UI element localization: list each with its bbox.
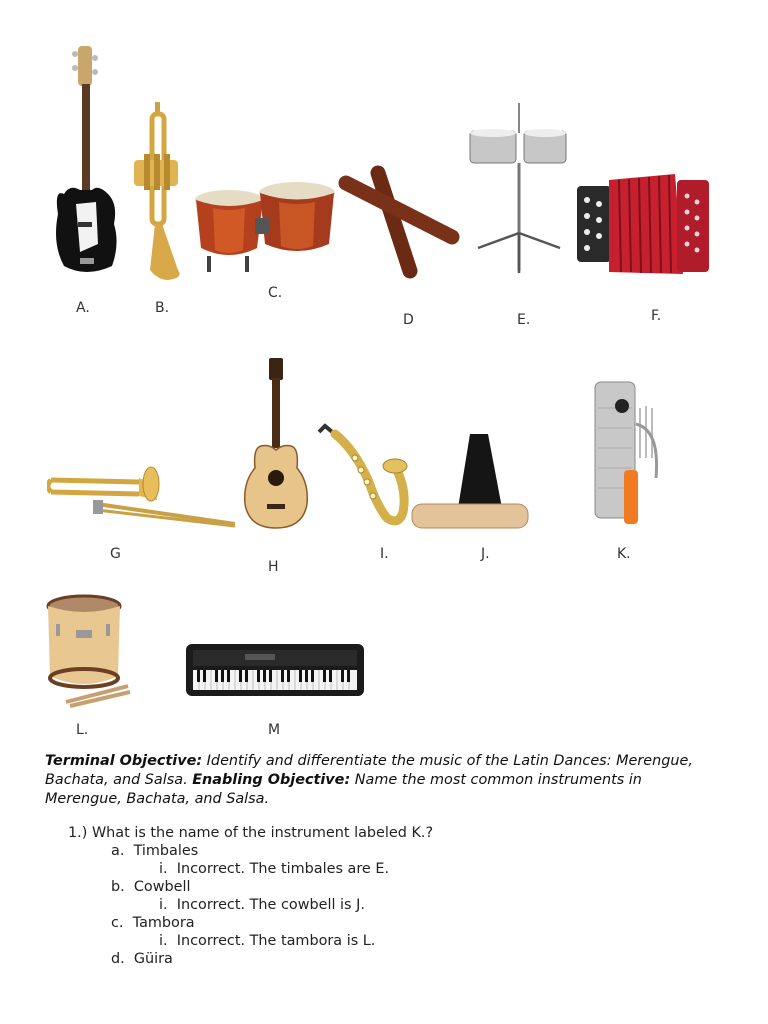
feedback-marker: i. xyxy=(159,897,168,913)
option-text: Güira xyxy=(133,951,173,967)
guira-icon xyxy=(592,378,664,528)
instrument-label-g: G xyxy=(110,546,121,562)
option-letter: c. xyxy=(111,915,124,931)
answer-option-b[interactable] xyxy=(111,879,190,895)
enabling-objective-label: Enabling Objective: xyxy=(192,772,351,788)
instrument-label-f: F. xyxy=(651,308,662,324)
cowbell-icon xyxy=(410,432,530,532)
bongos-icon xyxy=(193,178,338,278)
tambora-icon xyxy=(46,594,132,708)
instrument-label-e: E. xyxy=(517,312,531,328)
instrument-label-i: I. xyxy=(380,546,389,562)
option-text: Cowbell xyxy=(133,879,191,895)
saxophone-icon xyxy=(315,420,410,530)
feedback-marker: i. xyxy=(159,933,168,949)
trombone-icon xyxy=(47,462,239,530)
trumpet-icon xyxy=(128,100,188,282)
instrument-label-j: J. xyxy=(481,546,490,562)
terminal-objective-text: Identify and differentiate the music of the Latin Dances: Merengue, Bachata, and Salsa. xyxy=(45,753,693,788)
enabling-objective-text: Name the most common instruments in Merengue, Bachata, and Salsa. xyxy=(45,772,642,807)
terminal-objective-label: Terminal Objective: xyxy=(45,753,203,769)
feedback-text: Incorrect. The cowbell is J. xyxy=(176,897,365,913)
answer-option-d[interactable] xyxy=(111,951,173,967)
option-letter: a. xyxy=(111,843,125,859)
acoustic-guitar-icon xyxy=(241,358,311,530)
feedback-marker: i. xyxy=(159,861,168,877)
instrument-label-m: M xyxy=(268,722,281,738)
accordion-icon xyxy=(575,172,711,280)
instrument-label-d: D xyxy=(403,312,414,328)
question xyxy=(68,825,433,841)
feedback-a xyxy=(159,861,389,877)
question-text: What is the name of the instrument labeled K.? xyxy=(91,825,434,841)
feedback-c xyxy=(159,933,375,949)
feedback-text: Incorrect. The tambora is L. xyxy=(176,933,376,949)
instrument-label-h: H xyxy=(268,559,279,575)
instrument-label-k: K. xyxy=(617,546,631,562)
answer-option-c[interactable] xyxy=(111,915,195,931)
question-number: 1.) xyxy=(68,825,88,841)
feedback-text: Incorrect. The timbales are E. xyxy=(176,861,390,877)
instrument-label-b: B. xyxy=(155,300,170,316)
option-letter: b. xyxy=(111,879,125,895)
instrument-label-c: C. xyxy=(268,285,283,301)
instrument-label-l: L. xyxy=(76,722,89,738)
option-text: Timbales xyxy=(133,843,199,859)
instrument-label-a: A. xyxy=(76,300,90,316)
claves-icon xyxy=(338,165,460,280)
option-letter: d. xyxy=(111,951,125,967)
option-text: Tambora xyxy=(132,915,195,931)
timbales-icon xyxy=(466,103,576,278)
feedback-b xyxy=(159,897,365,913)
bass-guitar-icon xyxy=(50,44,122,279)
keyboard-icon xyxy=(185,642,365,698)
answer-option-a[interactable] xyxy=(111,843,198,859)
objectives-paragraph xyxy=(45,752,705,809)
